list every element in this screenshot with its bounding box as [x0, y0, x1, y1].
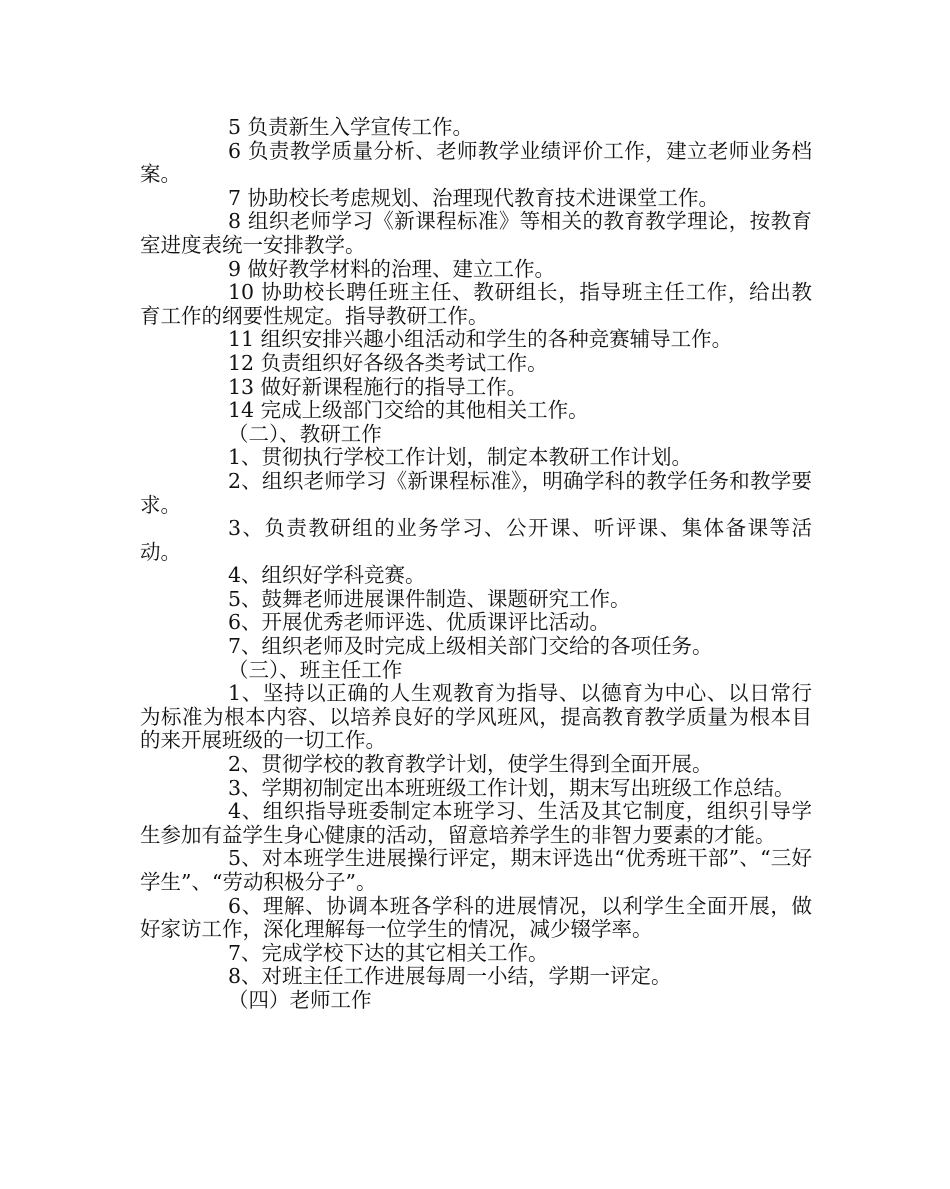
paragraph: 5、鼓舞老师进展课件制造、课题研究工作。	[228, 586, 631, 611]
paragraph: 9 做好教学材料的治理、建立工作。	[228, 256, 556, 281]
paragraph: 7 协助校长考虑规划、治理现代教育技术进课堂工作。	[228, 185, 720, 210]
paragraph: 3、负责教研组的业务学习、公开课、听评课、集体备课等活动。	[140, 516, 812, 564]
paragraph: 13 做好新课程施行的指导工作。	[228, 374, 528, 399]
paragraph: 1、贯彻执行学校工作计划，制定本教研工作计划。	[228, 445, 693, 470]
paragraph: 3、学期初制定出本班班级工作计划，期末写出班级工作总结。	[228, 775, 795, 800]
paragraph: 4、组织好学科竞赛。	[228, 563, 426, 588]
paragraph: 14 完成上级部门交给的其他相关工作。	[228, 398, 589, 423]
section-heading: （三）、班主任工作	[228, 657, 403, 682]
paragraph: 8、对班主任工作进展每周一小结，学期一评定。	[228, 964, 672, 989]
paragraph: 4、组织指导班委制定本班学习、生活及其它制度，组织引导学生参加有益学生身心健康的活动，留意培养学生的非智力要素的才能。	[140, 799, 812, 847]
paragraph: 1、坚持以正确的人生观教育为指导、以德育为中心、以日常行为标准为根本内容、以培养良好的学风班风，提高教育教学质量为根本目的来开展班级的一切工作。	[140, 681, 812, 753]
paragraph: 2、组织老师学习《新课程标准》，明确学科的教学任务和教学要求。	[140, 468, 812, 517]
paragraph: 12 负责组织好各级各类考试工作。	[228, 350, 548, 375]
paragraph: 11 组织安排兴趣小组活动和学生的各种竞赛辅导工作。	[228, 327, 733, 352]
paragraph: 2、贯彻学校的教育教学计划，使学生得到全面开展。	[228, 752, 713, 777]
paragraph: 8 组织老师学习《新课程标准》等相关的教育教学理论，按教育室进度表统一安排教学。	[140, 209, 812, 257]
paragraph: 6 负责教学质量分析、老师教学业绩评价工作，建立老师业务档案。	[140, 138, 812, 187]
paragraph: 7、完成学校下达的其它相关工作。	[228, 940, 549, 965]
paragraph: 6、理解、协调本班各学科的进展情况，以利学生全面开展，做好家访工作，深化理解每一位学生的情况，减少辍学率。	[140, 893, 812, 942]
paragraph: 7、组织老师及时完成上级相关部门交给的各项任务。	[228, 634, 713, 659]
section-heading: （四）老师工作	[228, 987, 372, 1012]
section-heading: （二）、教研工作	[228, 421, 382, 446]
paragraph: 5、对本班学生进展操行评定，期末评选出“优秀班干部”、“三好学生”、“劳动积极分子”。	[140, 846, 812, 894]
paragraph: 5 负责新生入学宣传工作。	[228, 115, 474, 139]
paragraph: 10 协助校长聘任班主任、教研组长，指导班主任工作，给出教育工作的纲要性规定。指导教研工作。	[140, 280, 812, 328]
paragraph: 6、开展优秀老师评选、优质课评比活动。	[228, 610, 611, 635]
document-body	[140, 116, 812, 1013]
